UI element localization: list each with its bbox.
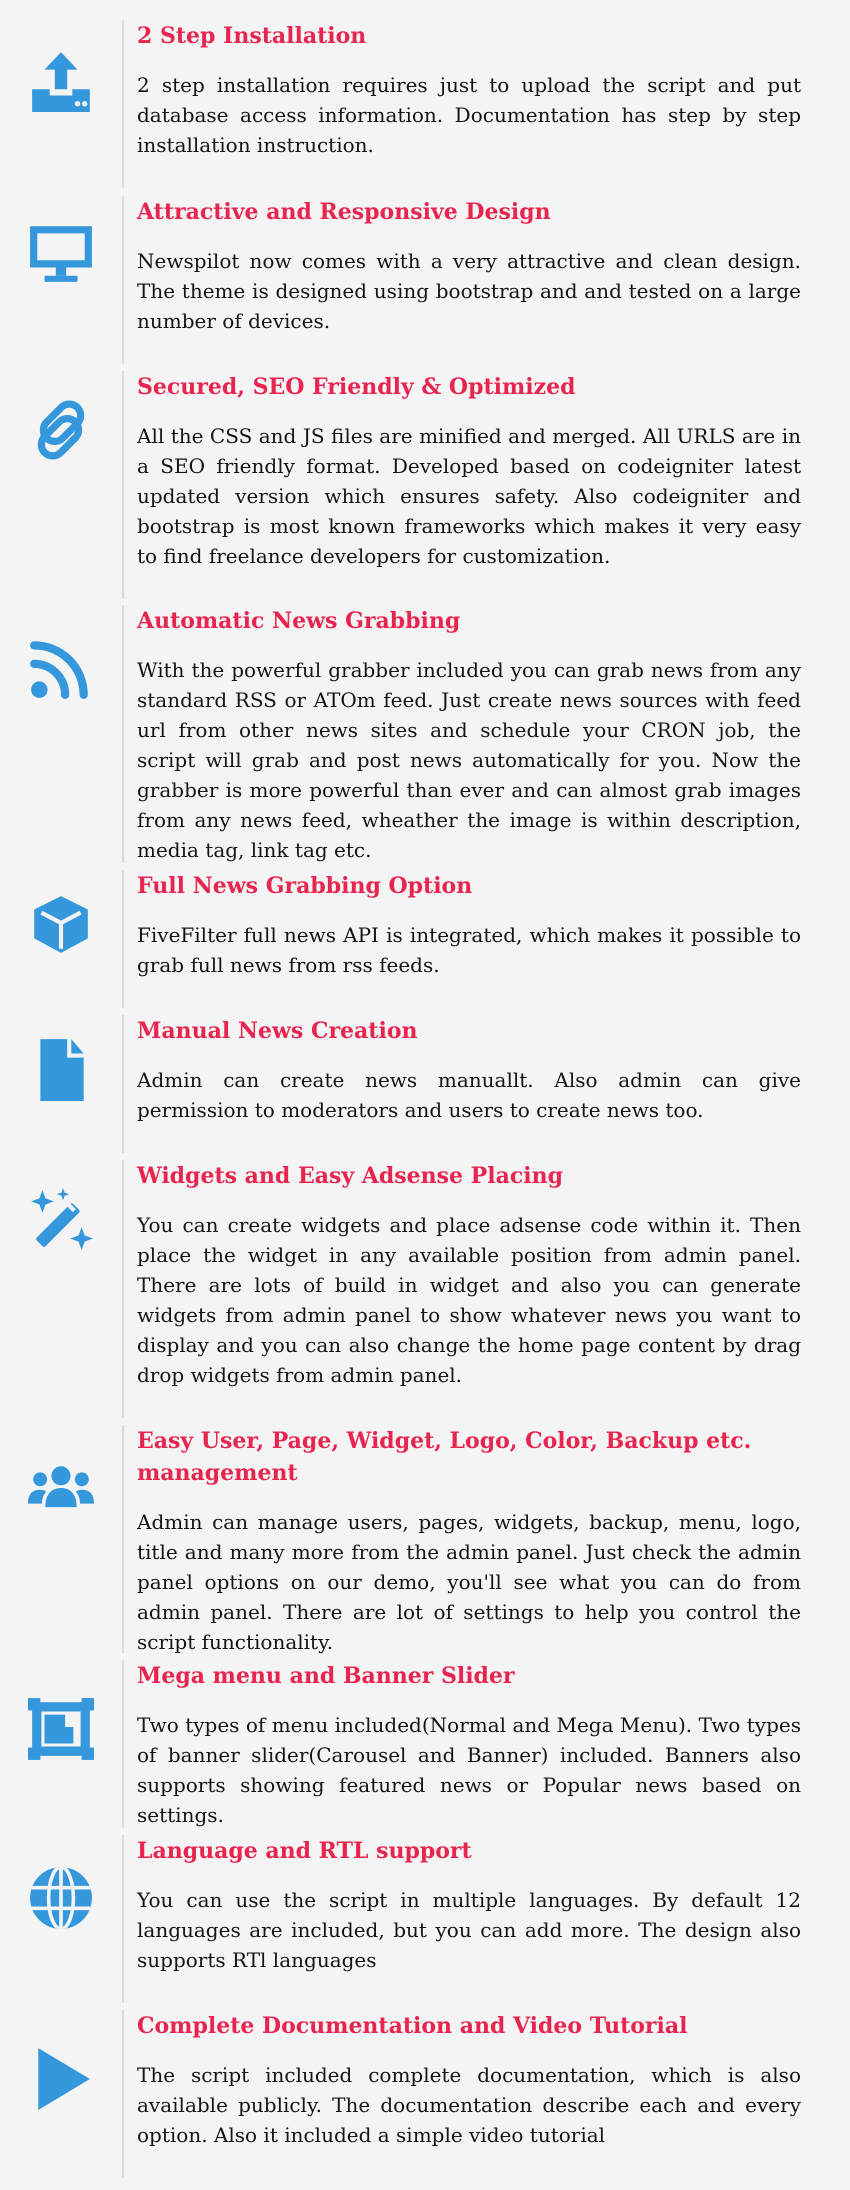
play-icon — [0, 2046, 122, 2112]
feature-title: Automatic News Grabbing — [137, 608, 461, 634]
divider — [122, 1160, 124, 1418]
divider — [122, 20, 124, 188]
divider — [122, 1660, 124, 1828]
divider — [122, 196, 124, 364]
divider — [122, 1835, 124, 2003]
divider — [122, 1425, 124, 1653]
globe-icon — [0, 1865, 122, 1931]
divider — [122, 605, 124, 863]
feature-description: 2 step installation requires just to upload the script and put database access information. Documentation has step by step installation instruction. — [137, 73, 801, 157]
divider — [122, 870, 124, 1008]
feature-description: Admin can manage users, pages, widgets, backup, menu, logo, title and many more from the admin panel. Just check the admin panel options on our demo, you'll see what you can do from admin panel. There are lot of settings to help you control the script functionality. — [137, 1510, 801, 1654]
divider — [122, 1015, 124, 1153]
desktop-monitor-icon — [0, 220, 122, 286]
feature-description: Newspilot now comes with a very attractive and clean design. The theme is designed using bootstrap and and tested on a large number of devices. — [137, 249, 801, 333]
feature-item — [0, 870, 850, 1008]
feature-title: Complete Documentation and Video Tutorial — [137, 2013, 688, 2039]
feature-description: With the powerful grabber included you can grab news from any standard RSS or ATOm feed. Just create news sources with feed url from other news sites and schedule your CRON job, the script will grab and post news automatically for you. Now the grabber is more powerful than ever and can almost grab images from any news feed, wheather the image is within description, media tag, link tag etc. — [137, 658, 801, 862]
feature-title: Mega menu and Banner Slider — [137, 1663, 515, 1689]
feature-item — [0, 1835, 850, 2003]
upload-icon — [0, 48, 122, 114]
feature-item — [0, 196, 850, 364]
feature-item — [0, 1660, 850, 1828]
feature-title: 2 Step Installation — [137, 23, 367, 49]
feature-title: Language and RTL support — [137, 1838, 472, 1864]
feature-description: The script included complete documentation, which is also available publicly. The documentation describe each and every option. Also it included a simple video tutorial — [137, 2063, 801, 2147]
feature-item — [0, 1015, 850, 1153]
feature-item — [0, 1160, 850, 1418]
feature-title: Widgets and Easy Adsense Placing — [137, 1163, 563, 1189]
feature-description: Admin can create news manuallt. Also admin can give permission to moderators and users to create news too. — [137, 1068, 801, 1122]
file-icon — [0, 1037, 122, 1103]
feature-description: You can use the script in multiple languages. By default 12 languages are included, but you can add more. The design also supports RTl languages — [137, 1888, 801, 1972]
feature-title: Easy User, Page, Widget, Logo, Color, Backup etc. management — [137, 1428, 752, 1486]
feature-title: Secured, SEO Friendly & Optimized — [137, 374, 576, 400]
feature-description: All the CSS and JS files are minified and merged. All URLS are in a SEO friendly format. Developed based on codeigniter latest updated version which ensures safety. Also codeigniter and bootstrap is most known frameworks which makes it very easy to find freelance developers for customization. — [137, 424, 801, 568]
cube-icon — [0, 892, 122, 958]
divider — [122, 2010, 124, 2178]
feature-item — [0, 2010, 850, 2178]
magic-wand-icon — [0, 1188, 122, 1254]
feature-description: Two types of menu included(Normal and Mega Menu). Two types of banner slider(Carousel and Banner) included. Banners also supports showing featured news or Popular news based on settings. — [137, 1713, 801, 1827]
feature-item — [0, 605, 850, 863]
link-icon — [0, 397, 122, 463]
feature-title: Manual News Creation — [137, 1018, 418, 1044]
object-ungroup-icon — [0, 1696, 122, 1762]
feature-description: You can create widgets and place adsense code within it. Then place the widget in any available position from admin panel. There are lots of build in widget and also you can generate widgets from admin panel to show whatever news you want to display and you can also change the home page content by drag drop widgets from admin panel. — [137, 1213, 801, 1387]
users-icon — [0, 1455, 122, 1521]
feature-description: FiveFilter full news API is integrated, which makes it possible to grab full news from rss feeds. — [137, 923, 801, 977]
feature-item — [0, 20, 850, 188]
rss-icon — [0, 635, 122, 701]
feature-title: Attractive and Responsive Design — [137, 199, 551, 225]
feature-item — [0, 371, 850, 599]
feature-title: Full News Grabbing Option — [137, 873, 473, 899]
divider — [122, 371, 124, 599]
feature-item — [0, 1425, 850, 1653]
